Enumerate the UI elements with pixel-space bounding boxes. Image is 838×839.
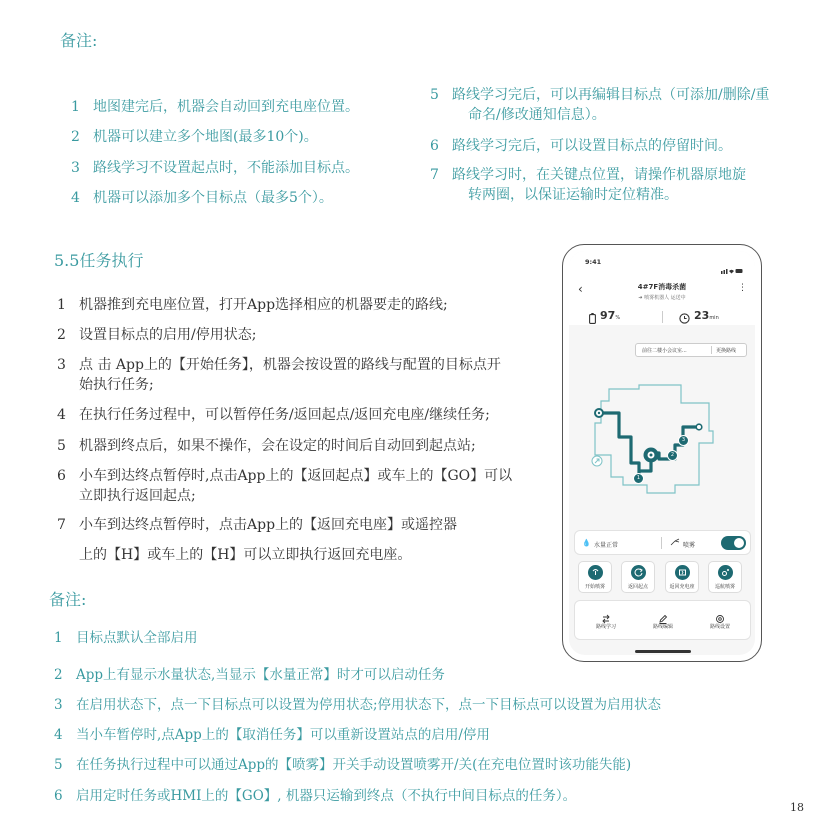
return-start-button[interactable]: 返回起点: [621, 561, 655, 593]
start-spray-button[interactable]: 开始喷雾: [578, 561, 612, 593]
route-edit-button[interactable]: 路线编辑: [638, 607, 688, 635]
note2-item: 2 App上有显示水量状态,当显示【水量正常】时才可以启动任务: [54, 667, 445, 683]
phone-screen: [569, 251, 755, 655]
task-title: 4#7F消毒杀菌: [637, 283, 687, 291]
route-learn-button[interactable]: 路线学习: [581, 607, 631, 635]
water-status: 水量正常: [594, 542, 619, 549]
section-item: 3 点 击 App上的【开始任务】，机器会按设置的路线与配置的目标点开: [57, 357, 501, 373]
note2-title: 备注:: [49, 590, 87, 609]
note2-item: 1 目标点默认全部启用: [54, 630, 198, 646]
arrow-icon: ➜: [638, 295, 643, 301]
battery-icon: [589, 309, 596, 328]
note2-item: 6 启用定时任务或HMI上的【GO】, 机器只运输到终点（不执行中间目标点的任务）。: [54, 788, 577, 804]
status-card: [574, 530, 751, 555]
task-subtitle: ➜ 喷雾机器人 运送中: [638, 295, 686, 301]
phone-mockup: [562, 244, 762, 662]
route-tools-card: [574, 600, 751, 640]
section-item: 7 小车到达终点暂停时，点击App上的【返回充电座】或遥控器: [57, 517, 458, 533]
section-item: 6 小车到达终点暂停时,点击App上的【返回起点】或车上的【GO】可以: [57, 468, 513, 484]
route-selector[interactable]: 前往二楼小会议室... 更换路线: [635, 343, 747, 357]
note1-item: 1 地图建完后，机器会自动回到充电座位置。: [71, 99, 359, 115]
time-remaining: 23min: [694, 309, 719, 322]
note1-title: 备注:: [60, 31, 98, 50]
page-number: 18: [790, 801, 804, 814]
section-item-cont: 上的【H】或车上的【H】可以立即执行返回充电座。: [79, 547, 412, 563]
note2-item: 5 在任务执行过程中可以通过App的【喷雾】开关手动设置喷雾开/关(在充电位置时该功能失能): [54, 757, 632, 773]
target-marker[interactable]: 2: [667, 450, 678, 461]
section-item: 1 机器推到充电座位置，打开App选择相应的机器要走的路线;: [57, 297, 448, 313]
more-menu-icon[interactable]: ⋮: [738, 283, 747, 293]
change-route-link[interactable]: 更换路线: [716, 348, 737, 354]
spray-icon: [670, 538, 680, 548]
note1-item: 7 路线学习时，在关键点位置，请操作机器原地旋: [430, 167, 746, 183]
target-marker[interactable]: 1: [633, 473, 644, 484]
note2-item: 3 在启用状态下，点一下目标点可以设置为停用状态;停用状态下，点一下目标点可以设置为启用状态: [54, 697, 662, 713]
note1-item: 4 机器可以添加多个目标点（最多5个）。: [71, 190, 333, 206]
back-chevron-icon[interactable]: ‹: [578, 282, 583, 296]
return-dock-button[interactable]: 返回充电座: [665, 561, 699, 593]
section-item-cont: 立即执行返回起点;: [79, 488, 196, 504]
note1-item: 3 路线学习不设置起点时，不能添加目标点。: [71, 160, 359, 176]
status-time: 9:41: [585, 258, 602, 266]
note1-item: 5 路线学习完后，可以再编辑目标点（可添加/删除/重: [430, 87, 770, 103]
cruise-spray-button[interactable]: 巡航喷雾: [708, 561, 742, 593]
water-drop-icon: 💧: [582, 539, 591, 547]
home-indicator[interactable]: [635, 650, 691, 653]
target-marker[interactable]: 3: [678, 435, 689, 446]
route-map: [587, 381, 727, 505]
note1-item: 6 路线学习完后，可以设置目标点的停留时间。: [430, 138, 732, 154]
spray-toggle[interactable]: [721, 536, 746, 550]
section-title: 5.5任务执行: [54, 251, 144, 270]
section-item: 2 设置目标点的启用/停用状态;: [57, 327, 257, 343]
clock-icon: [679, 309, 690, 328]
spray-label: 喷雾: [683, 542, 696, 549]
battery-value: 97%: [600, 309, 621, 322]
note2-item: 4 当小车暂停时,点App上的【取消任务】可以重新设置站点的启用/停用: [54, 727, 490, 743]
section-item: 5 机器到终点后，如果不操作，会在设定的时间后自动回到起点站;: [57, 438, 476, 454]
note1-item-cont: 命名/修改通知信息）。: [468, 107, 606, 123]
divider: [662, 311, 663, 323]
note1-item-cont: 转两圈，以保证运输时定位精准。: [468, 187, 678, 203]
section-item-cont: 始执行任务;: [79, 377, 154, 393]
section-item: 4 在执行任务过程中，可以暂停任务/返回起点/返回充电座/继续任务;: [57, 407, 490, 423]
status-icons: [721, 259, 743, 265]
note1-item: 2 机器可以建立多个地图(最多10个)。: [71, 129, 318, 145]
route-settings-button[interactable]: 路线设置: [695, 607, 745, 635]
